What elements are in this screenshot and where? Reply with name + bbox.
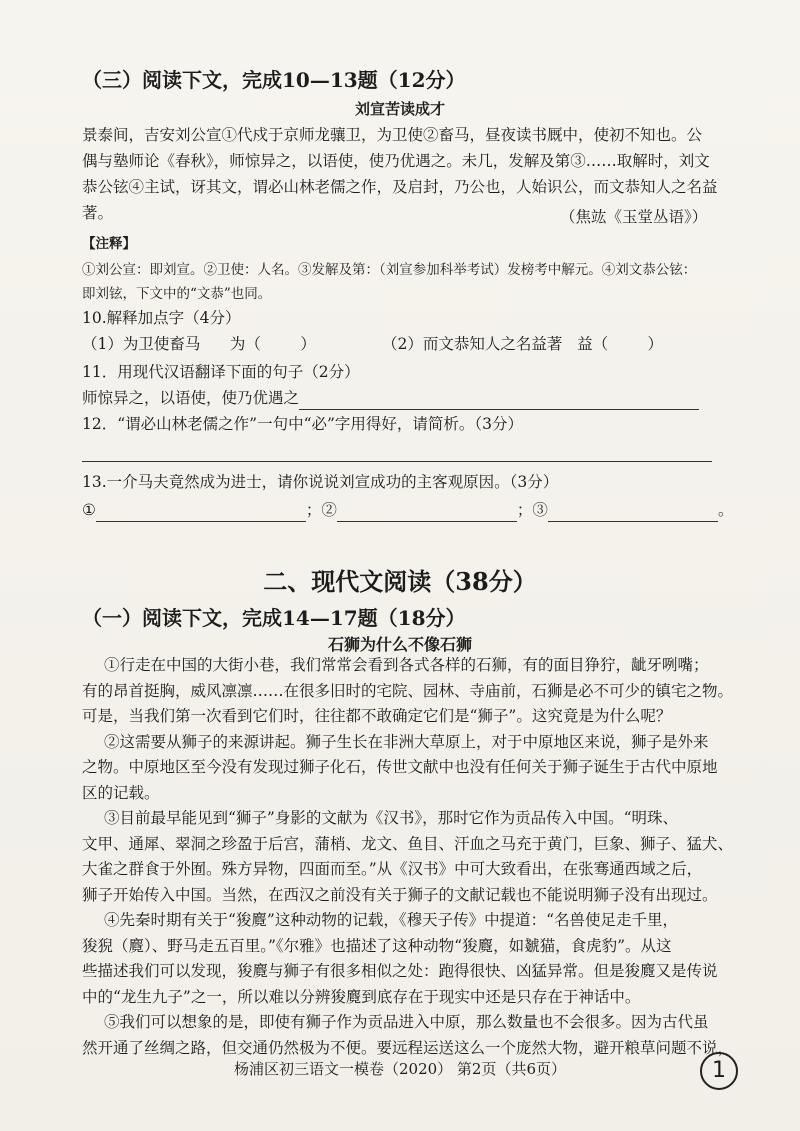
- question-11-sentence: [82, 386, 699, 410]
- classical-text-line-3: 恭公铉④主试，讶其文，谓必山林老儒之作，及启封，乃公也，人始识公，而文恭知人之名益著。: [82, 178, 718, 222]
- modern-text-line: ②这需要从狮子的来源讲起。狮子生长在非洲大草原上，对于中原地区来说，狮子是外来: [104, 732, 709, 751]
- modern-text-line: 有的昂首挺胸，威风凛凛……在很多旧时的宅院、园林、寺庙前，石狮是必不可少的镇宅之物。: [82, 681, 734, 700]
- question-13-answers: [82, 498, 733, 522]
- marker-2: ；②: [305, 501, 337, 519]
- answer-line-12-wrap: [82, 438, 712, 462]
- classical-text-line-2: 偶与塾师论《春秋》，师惊异之，以语使，使乃优遇之。未几，发解及第③……取解时，刘文: [82, 152, 710, 170]
- notes-line-2: 即刘铉，下文中的“文恭”也同。: [82, 286, 272, 302]
- question-12: 12．“谓必山林老儒之作”一句中“必”字用得好，请简析。（3分）: [82, 415, 524, 433]
- modern-text-line: 狮子开始传入中国。当然，在西汉之前没有关于狮子的文献记载也不能说明狮子没有出现过。: [82, 885, 718, 904]
- modern-text-line: 可是，当我们第一次看到它们时，往往都不敢确定它们是“狮子”。这究竟是为什么呢？: [82, 707, 672, 725]
- question-11: 11．用现代汉语翻译下面的句子（2分）: [82, 363, 360, 381]
- answer-13-2[interactable]: [337, 503, 517, 522]
- modern-text-line: 狻猊（麑）、野马走五百里。”《尔雅》也描述了这种动物“狻麑，如虦猫，食虎豹”。从这: [82, 936, 672, 955]
- question-10-1: （1）为卫使畜马 为（ ）: [82, 335, 316, 353]
- page-footer: 杨浦区初三语文一模卷（2020） 第2页（共6页）: [233, 1060, 567, 1078]
- section3-heading: （三）阅读下文，完成10—13题（12分）: [82, 68, 466, 92]
- marker-1: ①: [82, 501, 96, 519]
- modern-text-line: ⑤我们可以想象的是，即使有狮子作为贡品进入中原，那么数量也不会很多。因为古代虽: [104, 1013, 709, 1031]
- question-11-sentence-text: 师惊异之，以语使，使乃优遇之: [82, 389, 300, 407]
- modern-text-line: 大雀之群食于外囿。殊方异物，四面而至。”从《汉书》中可大致看出，在张骞通西域之后，: [82, 860, 703, 878]
- modern-text-line: ④先秦时期有关于“狻麑”这种动物的记载，《穆天子传》中提道：“名兽使足走千里，: [104, 911, 679, 929]
- modern-text-line: 文甲、通犀、翠洞之珍盈于后宫，蒲梢、龙文、鱼目、汗血之马充于黄门，巨象、狮子、猛犬、: [82, 834, 734, 853]
- marker-3: ；③: [516, 501, 548, 519]
- modern-text-line: 然开通了丝绸之路，但交通仍然极为不便。要远程运送这么一个庞然大物，避开粮草问题不说，: [82, 1038, 734, 1057]
- question-10: 10.解释加点字（4分）: [82, 309, 241, 327]
- marker-4: 。: [717, 501, 734, 519]
- notes-label: 【注释】: [82, 236, 136, 252]
- part2-heading: 二、现代文阅读（38分）: [263, 567, 537, 596]
- modern-text-line: ③目前最早能见到“狮子”身影的文献为《汉书》，那时它作为贡品传入中国。“明珠、: [104, 809, 679, 827]
- classical-text-title: 刘宣苦读成才: [354, 100, 445, 118]
- source-citation: （焦竑《玉堂丛语》）: [560, 208, 708, 226]
- part2-sub-heading: （一）阅读下文，完成14—17题（18分）: [82, 606, 466, 630]
- notes-line-1: ①刘公宣：即刘宣。②卫使：人名。③发解及第：（刘宣参加科举考试）发榜考中解元。④刘文恭公铉：: [82, 262, 697, 278]
- answer-13-1[interactable]: [96, 503, 306, 522]
- classical-text-line-1: 景泰间，吉安刘公宣①代戍于京师龙骧卫，为卫使②畜马，昼夜读书厩中，使初不知也。公: [82, 126, 703, 144]
- question-13: 13.一介马夫竟然成为进士，请你说说刘宣成功的主客观原因。（3分）: [82, 473, 559, 491]
- modern-text-title: 石狮为什么不像石狮: [327, 635, 472, 654]
- modern-text-line: 区的记载。: [82, 783, 160, 802]
- modern-text-line: 些描述我们可以发现，狻麑与狮子有很多相似之处：跑得很快、凶猛异常。但是狻麑又是传说: [82, 962, 718, 980]
- page-circle-number: 1: [700, 1052, 738, 1090]
- answer-line-12[interactable]: [82, 443, 712, 462]
- answer-line-11[interactable]: [299, 391, 699, 410]
- modern-text-line: 中的“龙生九子”之一，所以难以分辨狻麑到底存在于现实中还是只存在于神话中。: [82, 987, 641, 1006]
- modern-text-line: ①行走在中国的大街小巷，我们常常会看到各式各样的石狮，有的面目狰狞，龇牙咧嘴；: [104, 656, 709, 674]
- modern-text-line: 之物。中原地区至今没有发现过狮子化石，传世文献中也没有任何关于狮子诞生于古代中原地: [82, 758, 718, 776]
- question-10-2: （2）而文恭知人之名益著 益（ ）: [382, 335, 664, 353]
- answer-13-3[interactable]: [548, 503, 718, 522]
